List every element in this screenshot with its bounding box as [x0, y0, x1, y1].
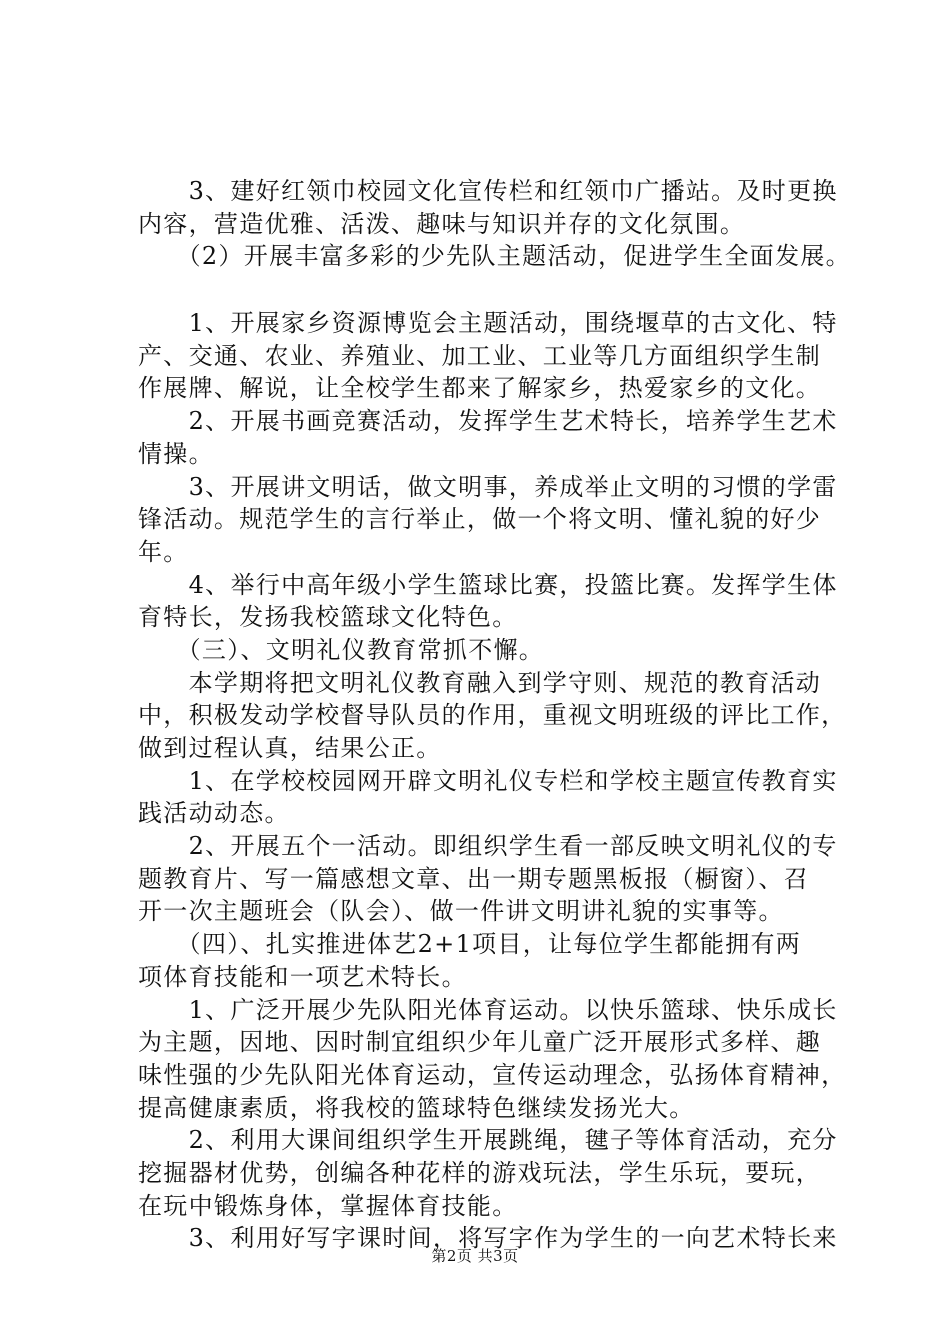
text-line: 育特长，发扬我校篮球文化特色。 [138, 603, 518, 632]
text-line: 1、在学校校园网开辟文明礼仪专栏和学校主题宣传教育实 [138, 766, 838, 795]
text-line: 年。 [138, 537, 189, 566]
text-line: 作展牌、解说，让全校学生都来了解家乡，热爱家乡的文化。 [138, 374, 822, 403]
text-line: 做到过程认真，结果公正。 [138, 734, 442, 762]
text-line: 3、利用好写字课时间，将写字作为学生的一向艺术特长来 [138, 1224, 838, 1253]
text-line: 味性强的少先队阳光体育运动，宣传运动理念，弘扬体育精神， [138, 1060, 847, 1089]
section-heading: （三）、文明礼仪教育常抓不懈。 [138, 635, 545, 664]
text-line: 1、开展家乡资源博览会主题活动，围绕堰草的古文化、特 [138, 309, 838, 338]
text-line: 内容，营造优雅、活泼、趣味与知识并存的文化氛围。 [138, 209, 746, 238]
text-line: 2、利用大课间组织学生开展跳绳，毽子等体育活动，充分 [138, 1126, 838, 1155]
text-line: 本学期将把文明礼仪教育融入到学守则、规范的教育活动 [138, 668, 822, 697]
text-line: 践活动动态。 [138, 799, 290, 828]
text-line: 提高健康素质，将我校的篮球特色继续发扬光大。 [138, 1093, 695, 1122]
paragraph-gap [138, 273, 838, 307]
text-line: 挖掘器材优势，创编各种花样的游戏玩法，学生乐玩，要玩， [138, 1158, 822, 1187]
text-line: 锋活动。规范学生的言行举止，做一个将文明、懂礼貌的好少 [138, 505, 822, 534]
text-line: 2、开展五个一活动。即组织学生看一部反映文明礼仪的专 [138, 832, 838, 861]
text-line: 项体育技能和一项艺术特长。 [138, 962, 467, 991]
text-line: 中，积极发动学校督导队员的作用，重视文明班级的评比工作， [138, 701, 847, 730]
section-heading: （2）开展丰富多彩的少先队主题活动，促进学生全面发展。 [138, 242, 851, 271]
page-number-footer: 第2页 共3页 [431, 1247, 519, 1265]
text-line: 开一次主题班会（队会）、做一件讲文明讲礼貌的实事等。 [138, 897, 784, 926]
text-line: 在玩中锻炼身体，掌握体育技能。 [138, 1191, 518, 1220]
text-line: 2、开展书画竞赛活动，发挥学生艺术特长，培养学生艺术 [138, 407, 838, 436]
text-line: 产、交通、农业、养殖业、加工业、工业等几方面组织学生制 [138, 341, 822, 370]
text-line: 题教育片、写一篇感想文章、出一期专题黑板报（橱窗）、召 [138, 864, 810, 893]
text-line: 3、开展讲文明话，做文明事，养成举止文明的习惯的学雷 [138, 472, 838, 501]
text-line: 情操。 [138, 439, 214, 468]
document-body [138, 175, 851, 1255]
text-line: 为主题，因地、因时制宜组织少年儿童广泛开展形式多样、趣 [138, 1028, 822, 1057]
text-line: 1、广泛开展少先队阳光体育运动。以快乐篮球、快乐成长 [138, 995, 838, 1024]
section-heading: （四）、扎实推进体艺2+1项目，让每位学生都能拥有两 [138, 930, 802, 959]
text-line: 4、举行中高年级小学生篮球比赛，投篮比赛。发挥学生体 [138, 570, 838, 599]
text-line: 3、建好红领巾校园文化宣传栏和红领巾广播站。及时更换 [138, 177, 838, 205]
